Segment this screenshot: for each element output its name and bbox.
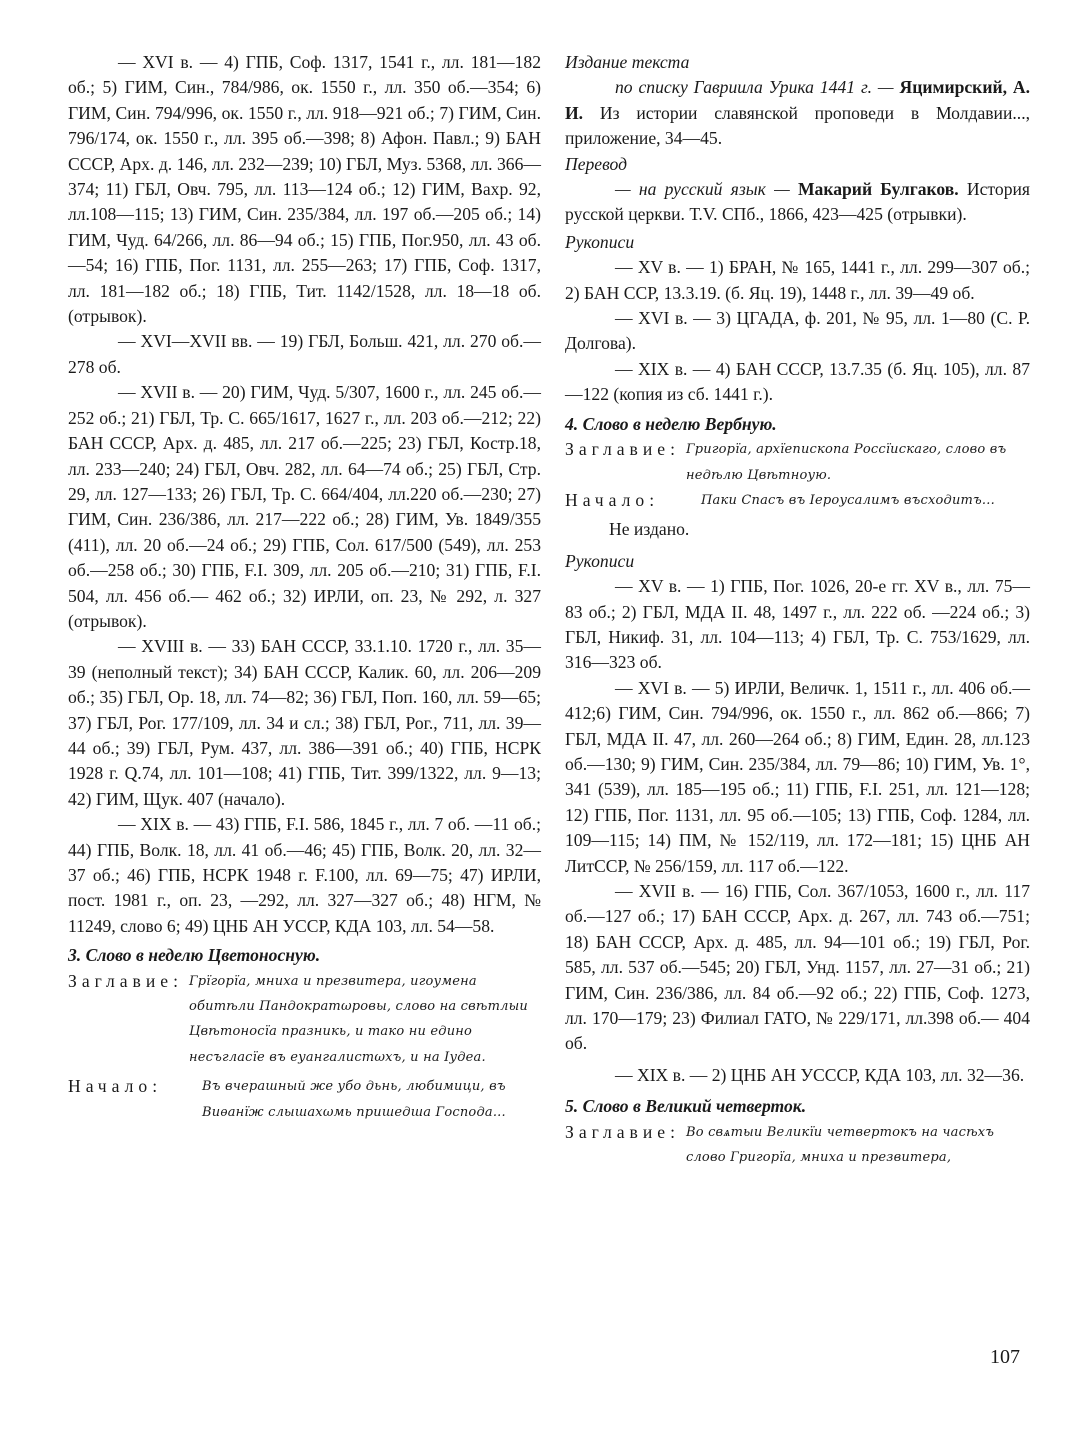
section-4-incipit-field bbox=[565, 488, 1030, 513]
translation-text bbox=[565, 177, 1030, 228]
section-3-incipit-field bbox=[68, 1074, 541, 1125]
translation-lang: — на русский язык — bbox=[615, 179, 790, 200]
manuscripts-xviii: — XVIII в. — 33) БАН СССР, 33.1.10. 1720 г., лл. 35—39 (неполный текст); 34) БАН СССР, Калик. 60, лл. 206—209 об.; 35) ГБЛ, Ор. 18, лл. 74—82; 36) ГБЛ, Поп. 160, лл. 59—65; 37) ГБЛ, Рог. 177/109, лл. 34 и сл.; 38) ГБЛ, Рог., 711, лл. 39—44 об.; 39) ГБЛ, Рум. 437, лл. 386—391 об.; 40) ГПБ, НСРК 1928 г. Q.74, лл. 101—108; 41) ГПБ, Тит. 399/1322, лл. 9—13; 42) ГИМ, Щук. 407 (начало). bbox=[68, 636, 541, 809]
edition-text bbox=[565, 75, 1030, 151]
ms2-xvii: — XVII в. — 16) ГПБ, Сол. 367/1053, 1600 г., лл. 117 об.—127 об.; 17) БАН СССР, Арх. д. 267, лл. 743 об.—751; 18) БАН СССР, Арх. д. 485, лл. 94—101 об.; 19) ГБЛ, Рог. 585, лл. 537 об.—545; 20) ГБЛ, Унд. 1157, лл. 27—31 об.; 21) ГИМ, Син. 236/386, лл. 84 об.—92 об.; 22) ГПБ, Соф. 1273, лл. 170—179; 23) Филиал ГАТО, № 229/171, лл.398 об.— 404 об. bbox=[565, 881, 1030, 1054]
incipit-label-4: Начало: bbox=[565, 489, 660, 510]
section-3-incipit-text: Въ вчерашный же убо дьнь, любимици, въ Виѳанїж слышахωмь пришедша Господа... bbox=[202, 1079, 506, 1120]
section-5-heading: 5. Слово в Великий четверток. bbox=[565, 1096, 807, 1117]
ms2-xix: — XIX в. — 2) ЦНБ АН УСССР, КДА 103, лл. 32—36. bbox=[615, 1064, 1025, 1085]
edition-source: по списку Гавриила Урика 1441 г. — bbox=[615, 77, 894, 98]
section-5-title-text: Во свѧтыи Великїи четвертокъ на часѣхъ слово Григорїа, мниха и презвитера, bbox=[685, 1124, 995, 1166]
edition-author: Яцимирский, А. И. bbox=[565, 77, 1031, 123]
ms1-xv: — XV в. — 1) БРАН, № 165, 1441 г., лл. 299—307 об.; 2) БАН ССР, 13.3.19. (б. Яц. 19), 1448 г., лл. 39—49 об. bbox=[565, 257, 1030, 303]
ms1-xix: — XIX в. — 4) БАН СССР, 13.7.35 (б. Яц. 105), лл. 87—122 (копия из сб. 1441 г.). bbox=[565, 358, 1030, 405]
section-3-title-text: Грїгорїа, мниха и презвитера, игоумена обитѣли Пандократωровы, слово на свѣтлыи Цвѣтоносїа празникь, и тако ни едино несъгласїе въ еуангалистωхъ, и на Ιудеа. bbox=[188, 973, 528, 1065]
ms2-xvi: — XVI в. — 5) ИРЛИ, Величк. 1, 1511 г., лл. 406 об.—412;6) ГИМ, Син. 794/996, ок. 1550 г., лл. 862 об.—866; 7) ГБЛ, МДА II. 47, лл. 260—264 об.; 8) ГИМ, Един. 28, лл.123 об.—130; 9) ГИМ, Син. 235/384, лл. 79—86; 10) ГИМ, Ув. 1°, 341 (539), лл. 185—195 об.; 11) ГПБ, F.I. 251, лл. 121—128; 12) ГПБ, Пог. 1131, лл. 95 об.—105; 13) ГПБ, Соф. 1284, лл. 109—115; 14) ПМ, № 152/119, лл. 172—181; 15) ЦНБ АН ЛитССР, № 256/159, лл. 117 об.—122. bbox=[565, 677, 1030, 876]
translation-rest: История русской церкви. Т.V. СПб., 1866, 423—425 (отрывки). bbox=[565, 179, 1030, 225]
title-label-4: Заглавие: bbox=[565, 439, 680, 460]
section-4-title-text: Григорїа, архїепископа Россїискаго, слово въ недѣлю Цвѣтноую. bbox=[685, 442, 1007, 483]
title-label: Заглавие: bbox=[68, 970, 183, 991]
manuscripts-xvii: — XVII в. — 20) ГИМ, Чуд. 5/307, 1600 г., лл. 245 об.—252 об.; 21) ГБЛ, Тр. С. 665/1617, 1627 г., лл. 203 об.—212; 22) БАН СССР, Арх. д. 485, лл. 217 об.—225; 23) ГБЛ, Костр.18, лл. 233—240; 24) ГБЛ, Овч. 282, лл. 64—74 об.; 25) ГБЛ, Стр. 29, лл. 127—133; 26) ГБЛ, Тр. С. 664/404, лл.220 об.—230; 27) ГИМ, Син. 236/386, лл. 217—222 об.; 28) ГИМ, Ув. 1849/355 (411), лл. 20 об.—24 об.; 29) ГПБ, Сол. 617/500 (549), лл. 253 об.—258 об.; 30) ГПБ, F.I. 309, лл. 205 об.—210; 31) ГПБ, F.I. 504, лл. 456 об.— 462 об.; 32) ИРЛИ, оп. 23, № 292, л. 327 (отрывок). bbox=[68, 382, 541, 631]
edition-rest: Из истории славянской проповеди в Молдавии..., приложение, 34—45. bbox=[565, 102, 1030, 149]
edition-heading: Издание текста bbox=[565, 52, 690, 72]
translation-author: Макарий Булгаков. bbox=[797, 179, 959, 200]
title-label-5: Заглавие: bbox=[565, 1121, 680, 1142]
section-4-title-field bbox=[565, 437, 1030, 488]
ms1-xvi: — XVI в. — 3) ЦГАДА, ф. 201, № 95, лл. 1—80 (С. Р. Долгова). bbox=[565, 308, 1030, 354]
page-number: 107 bbox=[990, 1346, 1020, 1368]
section-4-heading: 4. Слово в неделю Вербную. bbox=[565, 413, 777, 434]
manuscripts-heading-1: Рукописи bbox=[565, 231, 635, 252]
not-published: Не издано. bbox=[609, 519, 690, 540]
translation-heading: Перевод bbox=[565, 153, 627, 174]
section-5-title-field bbox=[565, 1120, 1030, 1171]
ms2-xv: — XV в. — 1) ГПБ, Пог. 1026, 20-е гг. XV в., лл. 75—83 об.; 2) ГБЛ, МДА II. 48, 1497 г., лл. 222 об. —224 об.; 3) ГБЛ, Никиф. 31, лл. 104—113; 4) ГБЛ, Тр. С. 753/1629, лл. 316—323 об. bbox=[565, 576, 1030, 673]
left-column bbox=[68, 50, 541, 1125]
section-4-incipit-text: Паки Спасъ въ Ιероусалимъ въсходитъ... bbox=[701, 492, 995, 508]
right-column bbox=[565, 50, 1030, 1170]
manuscripts-xvi-xvii: — XVI—XVII вв. — 19) ГБЛ, Больш. 421, лл. 270 об.—278 об. bbox=[68, 331, 541, 377]
manuscripts-heading-2: Рукописи bbox=[565, 550, 635, 571]
incipit-label: Начало: bbox=[68, 1076, 163, 1097]
manuscripts-xvi: — XVI в. — 4) ГПБ, Соф. 1317, 1541 г., лл. 181—182 об.; 5) ГИМ, Син., 784/986, ок. 1550 г., лл. 350 об.—354; 6) ГИМ, Син. 794/996, ок. 1550 г., лл. 918—921 об.; 7) ГИМ, Син. 796/174, ок. 1550 г., лл. 395 об.—398; 8) Афон. Павл.; 9) БАН СССР, Арх. д. 146, лл. 232—239; 10) ГБЛ, Муз. 5368, лл. 366—374; 11) ГБЛ, Овч. 795, лл. 113—124 об.; 12) ГИМ, Вахр. 92, лл.108—115; 13) ГИМ, Син. 235/384, лл. 197 об.—205 об.; 14) ГИМ, Чуд. 64/266, лл. 86—94 об.; 15) ГПБ, Пог.950, лл. 43 об.—54; 16) ГПБ, Пог. 1131, лл. 255—263; 17) ГПБ, Соф. 1317, лл. 181—182 об.; 18) ГПБ, Тит. 1142/1528, лл. 18—18 об. (отрывок). bbox=[68, 52, 541, 327]
section-3-title-field bbox=[68, 969, 541, 1071]
manuscripts-xix: — XIX в. — 43) ГПБ, F.I. 586, 1845 г., лл. 7 об. —11 об.; 44) ГПБ, Волк. 18, лл. 41 об.—46; 45) ГПБ, Волк. 20, лл. 32—37 об.; 46) ГПБ, НСРК 1948 г. F.100, лл. 69—75; 47) ИРЛИ, пост. 1981 г., оп. 23, —292, лл. 327—327 об.; 48) НГМ, № 11249, слово 6; 49) ЦНБ АН УССР, КДА 103, лл. 54—58. bbox=[68, 814, 541, 936]
section-3-heading: 3. Слово в неделю Цветоносную. bbox=[68, 945, 321, 966]
